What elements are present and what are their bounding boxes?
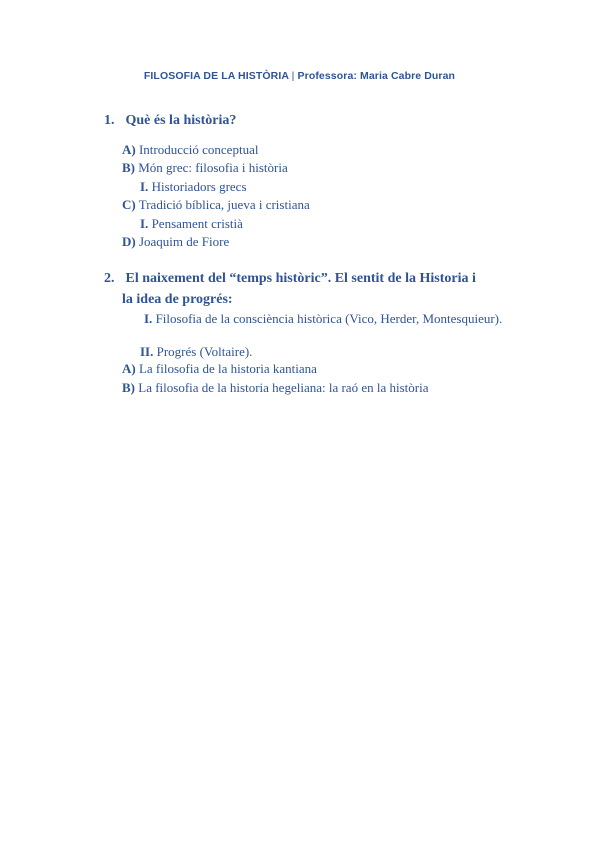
outline-item — [122, 142, 258, 158]
item-text: Progrés (Voltaire). — [156, 344, 253, 359]
header-separator: | — [291, 70, 295, 82]
outline-item — [122, 380, 428, 396]
section-2-heading — [104, 271, 476, 287]
item-text: Tradició bíblica, jueva i cristiana — [138, 197, 310, 212]
item-text: Historiadors grecs — [151, 179, 247, 194]
item-marker: II. — [140, 344, 154, 359]
outline-subitem — [140, 344, 252, 360]
item-marker: I. — [144, 311, 153, 326]
outline-item — [122, 361, 317, 377]
outline-subitem — [140, 216, 243, 232]
outline-item — [122, 197, 310, 213]
item-text: Filosofia de la consciència històrica (Vico, Herder, Montesquieur). — [155, 311, 503, 326]
item-marker: D) — [122, 234, 136, 249]
item-text: Joaquim de Fiore — [138, 234, 230, 249]
item-text: La filosofia de la historia hegeliana: la raó en la història — [138, 380, 429, 395]
item-text: Món grec: filosofia i història — [138, 160, 288, 175]
item-marker: I. — [140, 179, 149, 194]
item-text: Pensament cristià — [151, 216, 243, 231]
section-1-heading — [104, 113, 236, 129]
section-1-title: Què és la història? — [125, 113, 237, 128]
section-2-title-line1: El naixement del “temps històric”. El sentit de la Historia i — [125, 271, 476, 286]
section-2-heading-continued — [122, 292, 233, 308]
page-header — [0, 70, 599, 82]
item-marker: A) — [122, 142, 136, 157]
outline-item — [122, 234, 229, 250]
section-1-number: 1. — [104, 113, 115, 128]
item-text: Introducció conceptual — [138, 142, 259, 157]
item-text: La filosofia de la historia kantiana — [138, 361, 317, 376]
item-marker: C) — [122, 197, 136, 212]
teacher-name: Professora: Maria Cabre Duran — [297, 70, 456, 82]
item-marker: B) — [122, 160, 135, 175]
item-marker: I. — [140, 216, 149, 231]
outline-item — [122, 160, 288, 176]
outline-subitem — [140, 311, 516, 327]
course-title: FILOSOFIA DE LA HISTÒRIA — [143, 70, 289, 82]
section-2-number: 2. — [104, 271, 115, 286]
item-marker: B) — [122, 380, 135, 395]
item-marker: A) — [122, 361, 136, 376]
section-2-title-line2: la idea de progrés: — [122, 292, 233, 307]
outline-subitem — [140, 179, 247, 195]
